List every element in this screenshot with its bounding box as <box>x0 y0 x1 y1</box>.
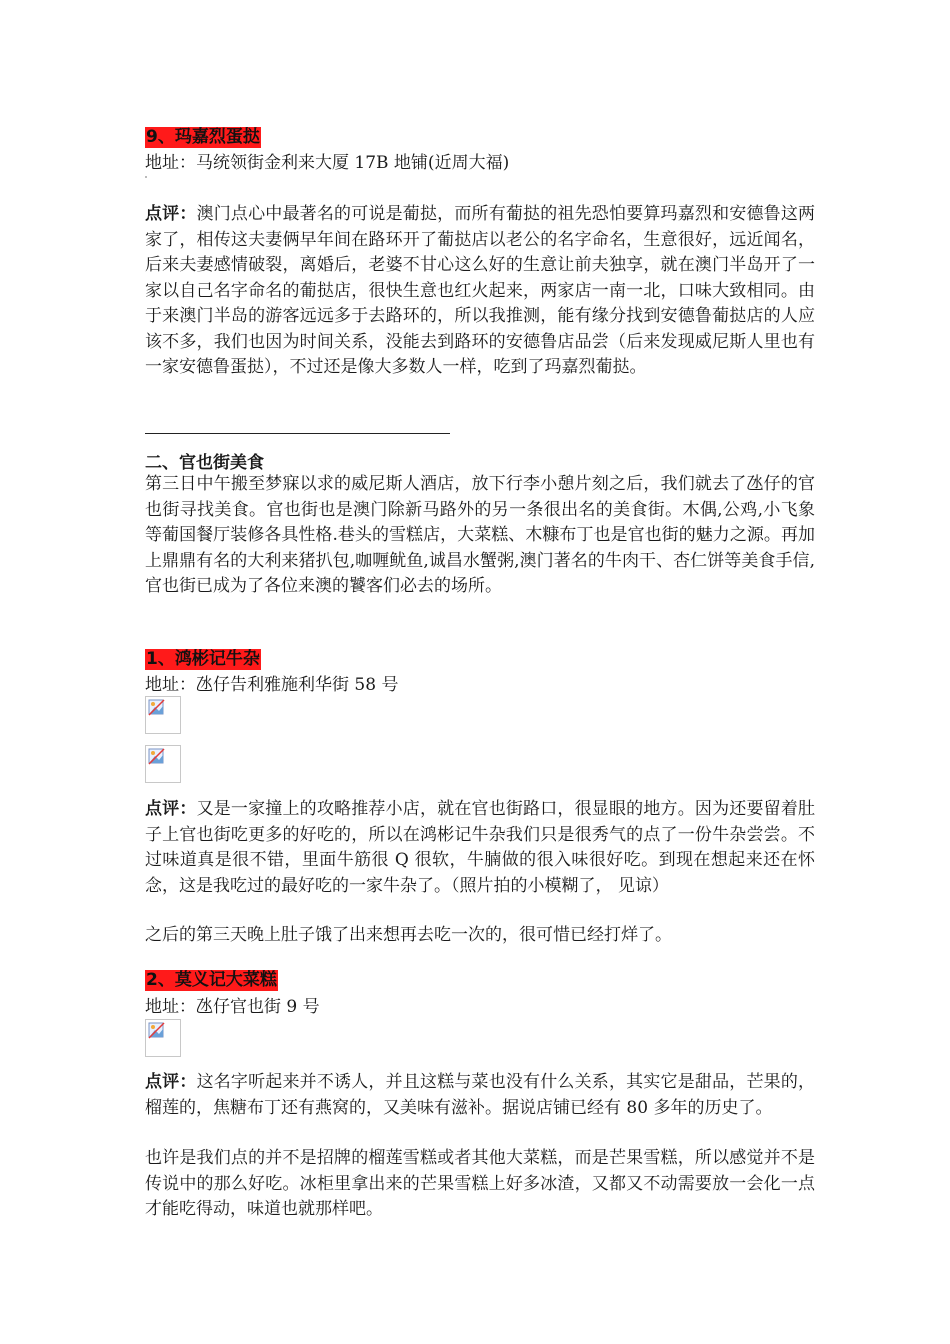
broken-image-icon <box>148 748 170 770</box>
section-divider <box>145 433 450 434</box>
image-placeholder-1 <box>145 696 181 734</box>
heading-beef-offal: 1、鸿彬记牛杂 <box>146 649 260 669</box>
review-label: 点评： <box>145 1072 197 1092</box>
intro-street: 第三日中午搬至梦寐以求的威尼斯人酒店，放下行李小憩片刻之后，我们就去了氹仔的官也街寻找美食。官也街也是澳门除新马路外的另一条很出名的美食街。木偶,公鸡,小飞象等葡国餐厅装修各具性格.巷头的雪糕店，大菜糕、木糠布丁也是官也街的魅力之源。再加上鼎鼎有名的大利来猪扒包,咖喱鱿鱼,诚昌水蟹粥,澳门著名的牛肉干、杏仁饼等美食手信,官也街已成为了各位来澳的饕客们必去的场所。 <box>145 474 815 596</box>
address-macau-tart: 地址：马统领街金利来大厦 17B 地铺(近周大福) <box>145 153 510 173</box>
address-beef-offal: 地址：氹仔告利雅施利华街 58 号 <box>145 675 399 695</box>
followup-beef-offal: 之后的第三天晚上肚子饿了出来想再去吃一次的，很可惜已经打烊了。 <box>145 925 672 945</box>
review-label: 点评： <box>145 204 197 224</box>
review-text: 又是一家撞上的攻略推荐小店，就在官也街路口，很显眼的地方。因为还要留着肚子上官也街吃更多的好吃的，所以在鸿彬记牛杂我们只是很秀气的点了一份牛杂尝尝。不过味道真是很不错，里面牛筋很 Q 很软，牛腩做的很入味很好吃。到现在想起来还在怀念，这是我吃过的最好吃的一家牛杂了。（照片拍的小模糊了， 见谅） <box>145 799 816 896</box>
review-macau-tart <box>145 202 815 381</box>
tiny-image-marker <box>145 176 147 178</box>
review-beef-offal <box>145 797 815 899</box>
review-label: 点评： <box>145 799 197 819</box>
review-text: 这名字听起来并不诱人，并且这糕与菜也没有什么关系，其实它是甜品，芒果的，榴莲的，焦糖布丁还有燕窝的，又美味有滋补。据说店铺已经有 80 多年的历史了。 <box>145 1072 816 1118</box>
review-agar-cake <box>145 1070 815 1121</box>
section-title-street: 二、官也街美食 <box>145 453 264 473</box>
image-placeholder-3 <box>145 1019 181 1057</box>
image-placeholder-2 <box>145 745 181 783</box>
broken-image-icon <box>148 699 170 721</box>
address-agar-cake: 地址：氹仔官也街 9 号 <box>145 997 320 1017</box>
heading-agar-cake: 2、莫义记大菜糕 <box>146 970 277 990</box>
heading-macau-tart: 9、玛嘉烈蛋挞 <box>146 127 260 147</box>
review-text: 澳门点心中最著名的可说是葡挞，而所有葡挞的祖先恐怕要算玛嘉烈和安德鲁这两家了，相传这夫妻俩早年间在路环开了葡挞店以老公的名字命名，生意很好，远近闻名，后来夫妻感情破裂，离婚后，老婆不甘心这么好的生意让前夫独享，就在澳门半岛开了一家以自己名字命名的葡挞店，很快生意也红火起来，两家店一南一北，口味大致相同。由于来澳门半岛的游客远远多于去路环的，所以我推测，能有缘分找到安德鲁葡挞店的人应该不多，我们也因为时间关系，没能去到路环的安德鲁店品尝（后来发现威尼斯人里也有一家安德鲁蛋挞），不过还是像大多数人一样，吃到了玛嘉烈葡挞。 <box>145 204 816 377</box>
broken-image-icon <box>148 1022 170 1044</box>
followup-agar-cake: 也许是我们点的并不是招牌的榴莲雪糕或者其他大菜糕，而是芒果雪糕，所以感觉并不是传说中的那么好吃。冰柜里拿出来的芒果雪糕上好多冰渣，又都又不动需要放一会化一点才能吃得动，味道也就那样吧。 <box>145 1148 815 1219</box>
